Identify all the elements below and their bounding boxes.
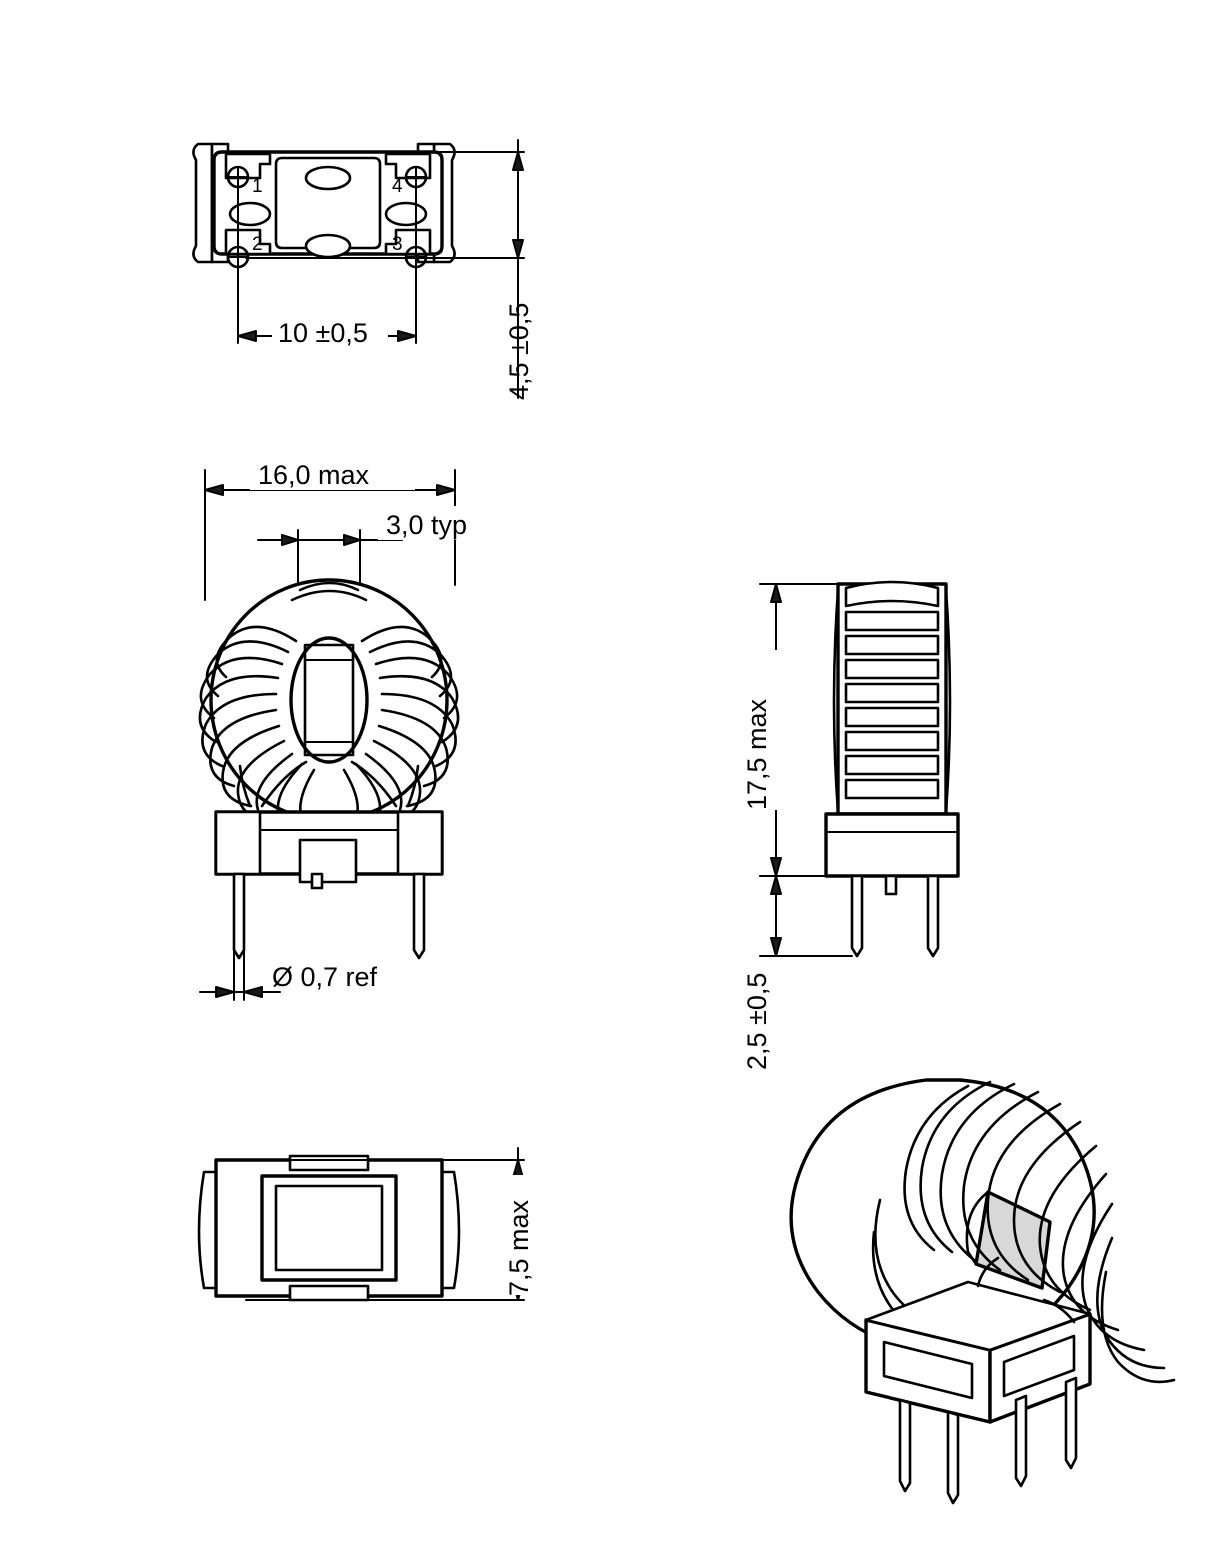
side-view-winding-turns (846, 582, 938, 798)
dim-16-label: 16,0 max (258, 460, 370, 490)
iso-pin-3 (1016, 1396, 1026, 1486)
dim-4-5-label: 4,5 ±0,5 (504, 302, 534, 400)
front-view (200, 456, 518, 1000)
side-view (742, 582, 958, 1070)
isometric-view (791, 1080, 1174, 1503)
dim-3-0-label: 3,0 typ (386, 510, 468, 540)
iso-pin-4 (1066, 1378, 1076, 1468)
front-view-base-left-block (216, 812, 260, 874)
front-view-pin-right (414, 874, 424, 958)
dim-17-5-label: 17,5 max (742, 698, 772, 810)
pin-2-label: 2 (252, 234, 263, 255)
pin-3-label: 3 (392, 234, 403, 255)
dim-pin-dia-label: Ø 0,7 ref (272, 962, 378, 992)
pin-1-label: 1 (252, 176, 263, 197)
front-view-pin-left (234, 874, 244, 958)
iso-pin-1 (900, 1400, 910, 1491)
dim-pin-diameter-ref (200, 890, 378, 1000)
top-view-slot-upper (306, 167, 350, 189)
dim-pin-length (742, 876, 852, 1070)
bottom-view (199, 1148, 534, 1300)
dim-2-5-label: 2,5 ±0,5 (742, 972, 772, 1070)
pin-4-label: 4 (392, 176, 403, 197)
iso-pin-2 (948, 1412, 958, 1503)
top-view-slot-lower (306, 235, 350, 257)
side-view-base (826, 814, 958, 876)
bottom-view-tab-top (290, 1156, 368, 1170)
front-view-pin-center (312, 874, 322, 888)
dim-7-5-label: 7,5 max (504, 1199, 534, 1296)
side-view-pin-left (852, 876, 862, 956)
toroid-inner-window (291, 638, 367, 762)
front-view-base-right-block (398, 812, 442, 874)
side-view-pin-right (928, 876, 938, 956)
bottom-view-tab-bottom (290, 1286, 368, 1300)
bottom-view-core-window (276, 1186, 382, 1270)
front-view-base-center-block (300, 840, 356, 882)
dim-10-label: 10 ±0,5 (278, 318, 368, 348)
dim-body-height-max (742, 584, 838, 876)
side-view-pin-center (886, 876, 896, 894)
